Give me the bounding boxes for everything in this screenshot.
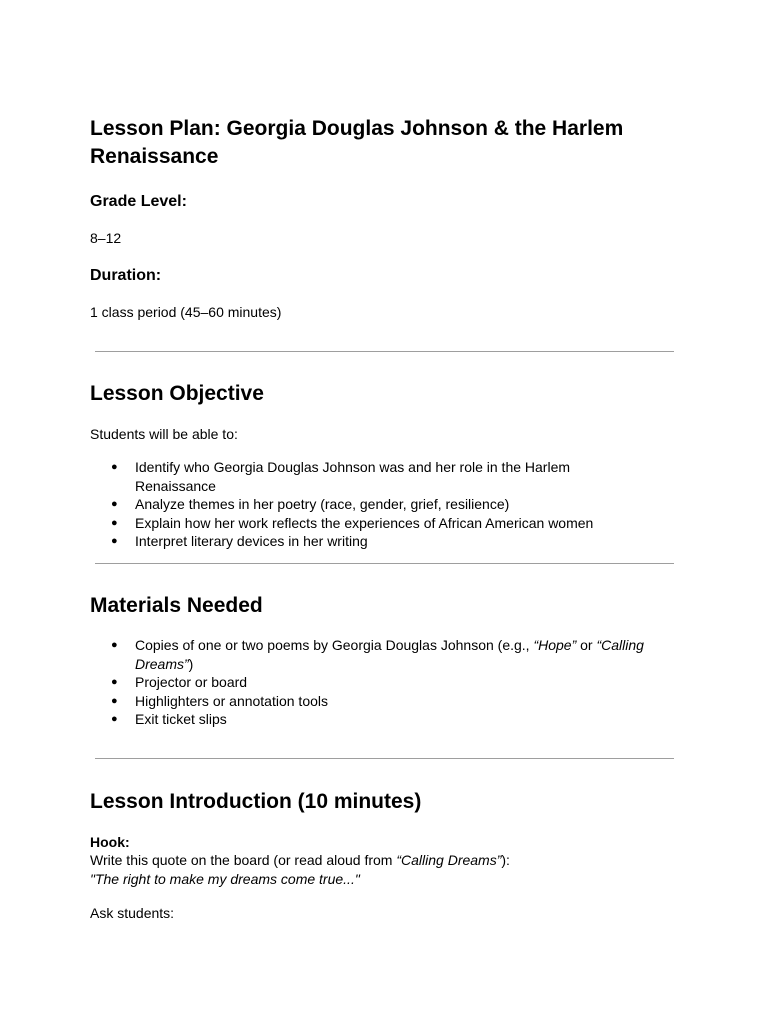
poem-title: “Calling Dreams” — [396, 852, 502, 868]
list-item — [90, 673, 650, 692]
list-item-text: Projector or board — [135, 674, 248, 691]
bullet-icon: ● — [111, 498, 118, 511]
grade-level-heading: Grade Level: — [90, 193, 187, 210]
ask-students: Ask students: — [90, 905, 175, 921]
materials-list — [90, 636, 650, 729]
list-item — [90, 692, 650, 711]
bullet-icon: ● — [111, 694, 118, 707]
list-item-text: or — [576, 637, 597, 653]
materials-heading: Materials Needed — [90, 594, 263, 617]
list-item-text: Copies of one or two poems by Georgia Douglas Johnson (e.g., — [135, 637, 534, 653]
list-item-text: ) — [188, 655, 194, 672]
bullet-icon: ● — [111, 516, 118, 529]
hook-text-prefix: Write this quote on the board (or read aloud from — [90, 852, 397, 868]
list-item-text: Highlighters or annotation tools — [135, 692, 329, 709]
list-item — [90, 710, 650, 729]
objective-heading: Lesson Objective — [90, 382, 264, 405]
list-item-text: Interpret literary devices in her writing — [135, 533, 368, 550]
poem-title: “Hope” — [533, 637, 577, 653]
objective-intro: Students will be able to: — [90, 426, 238, 442]
list-item-text: Exit ticket slips — [135, 711, 227, 728]
section-divider — [95, 351, 674, 352]
section-divider — [95, 758, 674, 759]
duration-heading: Duration: — [90, 267, 162, 284]
bullet-icon: ● — [111, 461, 118, 473]
quote: "The right to make my dreams come true..." — [90, 871, 360, 887]
objective-list — [90, 458, 650, 551]
poem-title: “Calling Dreams” — [135, 637, 644, 672]
list-item-text: Explain how her work reflects the experiences of African American women — [135, 514, 594, 531]
list-item-text: Analyze themes in her poetry (race, gender, grief, resilience) — [135, 496, 510, 513]
bullet-icon: ● — [111, 535, 118, 548]
page-title: Lesson Plan: Georgia Douglas Johnson & the Harlem Renaissance — [90, 117, 624, 168]
list-item-text: Identify who Georgia Douglas Johnson was and her role in the Harlem Renaissance — [135, 459, 571, 494]
list-item — [90, 532, 650, 551]
grade-level-value: 8–12 — [90, 230, 122, 246]
hook-text-suffix: ): — [501, 852, 510, 868]
section-divider — [95, 563, 674, 564]
bullet-icon: ● — [111, 676, 118, 689]
list-item — [90, 495, 650, 514]
hook-label: Hook: — [90, 834, 130, 850]
introduction-heading: Lesson Introduction (10 minutes) — [90, 790, 422, 813]
bullet-icon: ● — [111, 639, 118, 651]
list-item — [90, 458, 650, 495]
list-item — [90, 514, 650, 533]
bullet-icon: ● — [111, 713, 118, 726]
hook-text — [90, 851, 510, 869]
duration-value: 1 class period (45–60 minutes) — [90, 304, 282, 320]
list-item — [90, 636, 650, 673]
